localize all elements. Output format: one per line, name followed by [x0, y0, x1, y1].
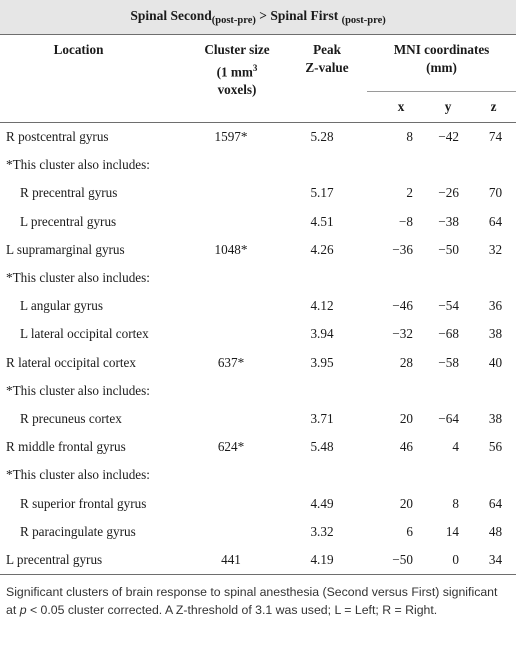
cell-z: [471, 377, 516, 405]
cell-location: L precentral gyrus: [0, 546, 187, 575]
cell-y: −38: [438, 213, 459, 229]
cell-cluster-size: 1597*: [214, 129, 248, 145]
cell-peak-z: 4.19: [287, 546, 367, 575]
cell-y: 8: [452, 495, 459, 511]
table-row: [0, 489, 516, 517]
cell-x: [367, 461, 425, 489]
cell-z: [471, 151, 516, 179]
title-subscript-1: (post-pre): [211, 15, 256, 26]
cell-z: 48: [488, 523, 503, 539]
table-row: [0, 151, 516, 179]
header-mni: [367, 35, 516, 92]
cell-location: R postcentral gyrus: [6, 129, 109, 145]
table-row: [0, 236, 516, 264]
cell-x: −46: [392, 298, 413, 314]
header-cluster-line2: (1 $mm^3$: [216, 63, 258, 80]
table-row: [0, 461, 516, 489]
cell-location: R precuneus cortex: [20, 410, 122, 426]
cell-y: 4: [452, 439, 459, 455]
cell-cluster-size: [187, 292, 287, 320]
cell-location: *This cluster also includes:: [6, 270, 150, 286]
cell-x: 8: [406, 129, 413, 145]
cell-location: *This cluster also includes:: [6, 157, 150, 173]
cell-location: R middle frontal gyrus: [6, 439, 126, 455]
table-row: [0, 264, 516, 292]
table-row: [0, 377, 516, 405]
footnote-text2: < 0.05 cluster corrected. A Z-threshold of 3.1 was used; L = Left; R = Right.: [26, 603, 438, 617]
table-title-row: [0, 0, 516, 35]
cell-peak-z: 3.71: [310, 410, 334, 426]
cell-location: *This cluster also includes:: [6, 382, 150, 398]
cell-z: 74: [488, 129, 503, 145]
header-cluster-line1: Cluster size: [204, 42, 270, 57]
cell-x: −36: [392, 241, 413, 257]
cell-cluster-size: [187, 208, 287, 236]
cell-z: 56: [488, 439, 503, 455]
table-row: [0, 405, 516, 433]
header-peak-line2: Z-value: [305, 60, 349, 75]
table-row: [0, 518, 516, 546]
cell-peak-z: 4.49: [310, 495, 334, 511]
cell-peak-z: 3.95: [310, 354, 334, 370]
cell-y: [425, 377, 471, 405]
table-row: [0, 208, 516, 236]
cell-location: L lateral occipital cortex: [20, 326, 149, 342]
cell-z: 32: [488, 241, 503, 257]
cell-peak-z: [287, 151, 367, 179]
header-y: y: [425, 92, 471, 123]
header-row: [0, 35, 516, 92]
cell-location: *This cluster also includes:: [6, 467, 150, 483]
cell-cluster-size: 1048*: [214, 241, 248, 257]
cell-y: −54: [438, 298, 459, 314]
cell-x: 28: [399, 354, 413, 370]
cell-y: 14: [445, 523, 459, 539]
cell-cluster-size: 441: [187, 546, 287, 575]
cell-z: 34: [471, 546, 516, 575]
cell-cluster-size: [187, 518, 287, 546]
cell-y: −42: [438, 129, 459, 145]
cell-z: 38: [488, 326, 503, 342]
cell-peak-z: 4.12: [310, 298, 334, 314]
cell-z: 40: [488, 354, 503, 370]
cell-peak-z: 3.32: [310, 523, 334, 539]
cell-x: 20: [399, 410, 413, 426]
cell-z: [471, 264, 516, 292]
cell-location: L supramarginal gyrus: [6, 241, 125, 257]
cell-peak-z: 5.28: [310, 129, 334, 145]
cell-location: R superior frontal gyrus: [20, 495, 147, 511]
cell-peak-z: 3.94: [310, 326, 334, 342]
table-row: [0, 320, 516, 348]
cell-y: −64: [438, 410, 459, 426]
table-row: [0, 123, 516, 152]
footnote-p: p: [19, 603, 27, 617]
cell-y: 0: [425, 546, 471, 575]
cell-location: R precentral gyrus: [20, 185, 118, 201]
table-body: [0, 123, 516, 575]
header-peak-z: [287, 35, 367, 123]
table-row: [0, 349, 516, 377]
cell-z: 64: [488, 213, 503, 229]
header-mni-line1: MNI coordinates: [393, 42, 490, 57]
cell-x: −50: [367, 546, 425, 575]
header-cluster-line3: voxels): [217, 82, 257, 98]
header-x: x: [367, 92, 425, 123]
cell-cluster-size: [187, 461, 287, 489]
cell-cluster-size: [187, 151, 287, 179]
table-row: [0, 546, 516, 575]
cell-x: 2: [406, 185, 413, 201]
cell-location: R paracingulate gyrus: [20, 523, 136, 539]
cell-z: [471, 461, 516, 489]
cell-x: [367, 377, 425, 405]
header-cluster-sup: 3: [252, 63, 258, 73]
cell-x: −32: [392, 326, 413, 342]
header-z: z: [471, 92, 516, 123]
cell-z: 36: [488, 298, 503, 314]
cell-cluster-size: 637*: [217, 354, 245, 370]
title-part1: Spinal Second: [130, 8, 212, 23]
cell-y: [425, 151, 471, 179]
cell-z: 70: [488, 185, 503, 201]
cell-cluster-size: [187, 405, 287, 433]
cell-location: L precentral gyrus: [20, 213, 117, 229]
table-footnote: [0, 575, 516, 619]
header-peak-line1: Peak: [313, 42, 341, 57]
cell-x: 20: [399, 495, 413, 511]
cell-y: −68: [438, 326, 459, 342]
cell-x: 6: [406, 523, 413, 539]
cell-peak-z: [287, 461, 367, 489]
cell-peak-z: 5.48: [310, 439, 334, 455]
cell-z: 38: [488, 410, 503, 426]
cell-peak-z: [287, 264, 367, 292]
cell-cluster-size: [187, 377, 287, 405]
cell-location: R lateral occipital cortex: [6, 354, 136, 370]
cell-x: 46: [399, 439, 413, 455]
cell-cluster-size: [187, 320, 287, 348]
cell-y: −26: [438, 185, 459, 201]
cell-peak-z: [287, 377, 367, 405]
cell-y: −50: [438, 241, 459, 257]
cell-y: −58: [438, 354, 459, 370]
cell-cluster-size: [187, 179, 287, 207]
cell-cluster-size: [187, 489, 287, 517]
cell-x: −8: [398, 213, 413, 229]
cell-cluster-size: 624*: [217, 439, 245, 455]
cell-peak-z: 4.26: [310, 241, 334, 257]
cell-y: [425, 264, 471, 292]
cell-location: L angular gyrus: [20, 298, 104, 314]
table-row: [0, 433, 516, 461]
header-location: Location: [0, 35, 187, 123]
cell-x: [367, 264, 425, 292]
footnote-text1: Significant clusters of brain response to spinal anesthesia (Second versus First) significant at: [6, 585, 498, 617]
table-title: [0, 0, 516, 35]
header-mni-line2: (mm): [426, 60, 457, 75]
title-subscript-2: (post-pre): [341, 15, 386, 26]
cell-cluster-size: [187, 264, 287, 292]
table-row: [0, 179, 516, 207]
cell-z: 64: [488, 495, 503, 511]
table-row: [0, 292, 516, 320]
cell-y: [425, 461, 471, 489]
header-cluster-size: [187, 35, 287, 123]
cell-peak-z: 5.17: [310, 185, 334, 201]
cell-peak-z: 4.51: [310, 213, 334, 229]
title-part2: > Spinal First: [255, 8, 342, 23]
cell-x: [367, 151, 425, 179]
